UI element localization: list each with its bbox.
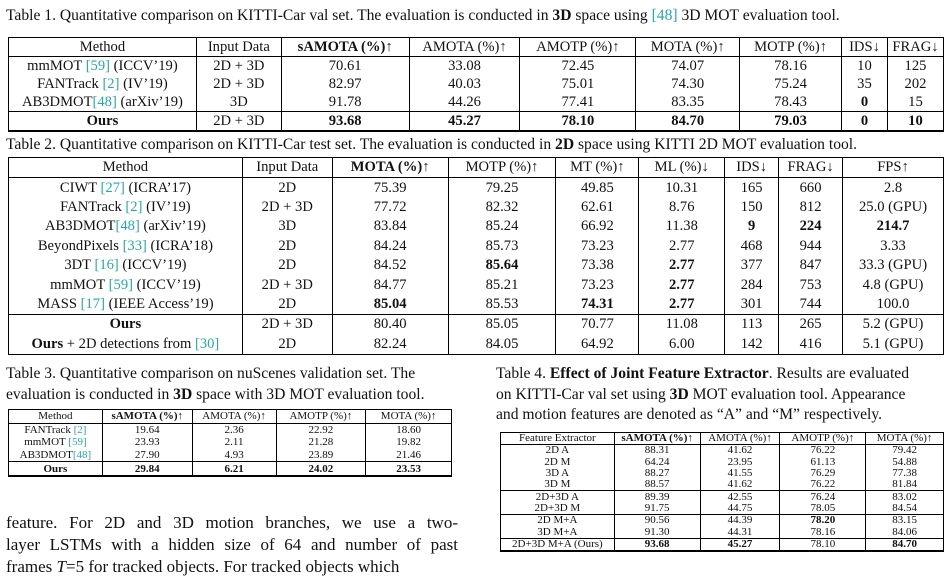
feature-cell: 2D+3D M — [501, 503, 615, 515]
table1-header-row — [9, 38, 944, 57]
table-row — [9, 275, 944, 294]
table2-header: IDS↓ — [725, 158, 779, 178]
feature-cell: 3D M+A — [501, 526, 615, 538]
table2-header: MOTA (%)↑ — [332, 158, 448, 178]
table-cell: 80.40 — [332, 315, 448, 335]
table-cell: 23.95 — [700, 457, 780, 468]
table-cell: 18.60 — [366, 423, 452, 436]
method-cell: FANTrack [2] (IV’19) — [9, 198, 243, 217]
table-cell: 142 — [725, 335, 779, 355]
table-cell: 2D — [242, 335, 332, 355]
citation-link[interactable]: [48] — [115, 218, 140, 235]
method-cell: mmMOT [59] (ICCV’19) — [9, 275, 243, 294]
table-row — [501, 479, 944, 491]
feature-cell: 2D M+A — [501, 515, 615, 527]
table-row-ours — [9, 315, 944, 335]
table-cell: 19.64 — [102, 423, 192, 436]
table-cell: 2D + 3D — [196, 112, 281, 132]
table3-header: sAMOTA (%)↑ — [102, 410, 192, 424]
table-cell: 19.82 — [366, 436, 452, 449]
table1-header: IDS↓ — [842, 38, 888, 57]
table-cell: 2.77 — [639, 256, 725, 275]
table-cell: 84.24 — [332, 237, 448, 256]
table-cell: 214.7 — [843, 217, 944, 236]
citation-link[interactable]: [30] — [194, 335, 220, 352]
table-cell: 88.31 — [614, 445, 700, 457]
table-cell: 33.3 (GPU) — [843, 256, 944, 275]
table-cell: 85.53 — [448, 295, 556, 315]
table-cell: 72.45 — [520, 57, 636, 76]
table-cell: 44.39 — [700, 515, 780, 527]
citation-link[interactable]: [59] — [85, 58, 111, 74]
table-cell: 79.25 — [448, 178, 556, 198]
method-cell: CIWT [27] (ICRA’17) — [9, 178, 243, 198]
table-cell: 44.26 — [409, 93, 520, 112]
table-cell: 77.38 — [866, 468, 944, 479]
table-cell: 76.22 — [780, 479, 866, 491]
table-cell: 3D — [242, 217, 332, 236]
table-cell: 79.03 — [740, 112, 842, 132]
citation-link[interactable]: [2] — [73, 423, 87, 436]
table-cell: 84.05 — [448, 335, 556, 355]
method-cell: FANTrack [2] (IV’19) — [9, 75, 197, 93]
table-cell: 78.05 — [780, 503, 866, 515]
citation-link[interactable]: [48] — [72, 449, 92, 462]
table-cell: 33.08 — [409, 57, 520, 76]
table-cell: 79.42 — [866, 445, 944, 457]
table-row — [9, 217, 944, 236]
method-cell: AB3DMOT[48] (arXiv’19) — [9, 217, 243, 236]
table1-caption: Table 1. Quantitative comparison on KITTI-Car val set. The evaluation is conducted in 3D space using [48] 3D MOT evaluation tool. — [6, 7, 840, 24]
table-cell: 93.68 — [281, 112, 409, 132]
table-cell: 2.77 — [639, 237, 725, 256]
method-cell: BeyondPixels [33] (ICRA’18) — [9, 237, 243, 256]
table-row — [9, 57, 944, 76]
table-cell: 84.70 — [866, 538, 944, 551]
table-cell: 91.75 — [614, 503, 700, 515]
feature-cell: 2D+3D M+A (Ours) — [501, 538, 615, 551]
table-cell: 2D + 3D — [242, 315, 332, 335]
table-cell: 165 — [725, 178, 779, 198]
table-cell: 2D + 3D — [196, 75, 281, 93]
table-cell: 84.52 — [332, 256, 448, 275]
table-cell: 44.31 — [700, 526, 780, 538]
table4-header: Feature Extractor — [501, 433, 615, 445]
table-cell: 49.85 — [556, 178, 639, 198]
table-cell: 78.16 — [740, 57, 842, 76]
table-cell: 10.31 — [639, 178, 725, 198]
table-cell: 660 — [779, 178, 843, 198]
table-cell: 61.13 — [780, 457, 866, 468]
citation-link[interactable]: [59] — [108, 276, 133, 293]
citation-link[interactable]: [2] — [102, 76, 120, 92]
table-cell: 11.38 — [639, 217, 725, 236]
table-row — [9, 93, 944, 112]
table-cell: 83.15 — [866, 515, 944, 527]
table-cell: 74.30 — [636, 75, 740, 93]
table-cell: 265 — [779, 315, 843, 335]
table4-header: AMOTA (%)↑ — [700, 433, 780, 445]
table-cell: 78.10 — [780, 538, 866, 551]
table2-header: MOTP (%)↑ — [448, 158, 556, 178]
citation-link[interactable]: [59] — [68, 436, 87, 449]
table-cell: 73.23 — [556, 275, 639, 294]
table3-header: AMOTA (%)↑ — [192, 410, 276, 424]
table1-header: FRAG↓ — [887, 38, 943, 57]
table-cell: 73.23 — [556, 237, 639, 256]
table-cell: 77.41 — [520, 93, 636, 112]
table-cell: 847 — [779, 256, 843, 275]
citation-link[interactable]: [48] — [651, 7, 678, 24]
citation-link[interactable]: [17] — [80, 295, 105, 312]
table-cell: 0 — [842, 112, 888, 132]
table-cell: 85.73 — [448, 237, 556, 256]
table-row — [9, 178, 944, 198]
table-cell: 89.39 — [614, 491, 700, 503]
table-cell: 150 — [725, 198, 779, 217]
table-cell: 54.88 — [866, 457, 944, 468]
table-row — [9, 198, 944, 217]
table-cell: 75.01 — [520, 75, 636, 93]
feature-cell: 2D M — [501, 457, 615, 468]
table4-caption: Table 4. Effect of Joint Feature Extractor. Results are evaluated on KITTI-Car val set using 3D MOT evaluation tool. Appearance and motion features are denoted as “A” and “M” respectively. — [496, 365, 910, 423]
table-cell: 416 — [779, 335, 843, 355]
table-row — [9, 423, 452, 436]
table-cell: 2.36 — [192, 423, 276, 436]
table2-caption: Table 2. Quantitative comparison on KITTI-Car test set. The evaluation is conducted in 2D space using KITTI 2D MOT evaluation tool. — [6, 136, 858, 153]
table-cell: 11.08 — [639, 315, 725, 335]
table-cell: 91.78 — [281, 93, 409, 112]
table-cell: 93.68 — [614, 538, 700, 551]
citation-link[interactable]: [27] — [100, 179, 125, 196]
table-cell: 78.16 — [780, 526, 866, 538]
table-row — [9, 75, 944, 93]
table-cell: 2D — [242, 295, 332, 315]
table-cell: 62.61 — [556, 198, 639, 217]
method-cell: MASS [17] (IEEE Access’19) — [9, 295, 243, 315]
table-cell: 73.38 — [556, 256, 639, 275]
table-cell: 64.92 — [556, 335, 639, 355]
table3-header: MOTA (%)↑ — [366, 410, 452, 424]
table-cell: 4.93 — [192, 449, 276, 462]
table-cell: 88.57 — [614, 479, 700, 491]
table-cell: 45.27 — [700, 538, 780, 551]
table-cell: 78.43 — [740, 93, 842, 112]
table-cell: 42.55 — [700, 491, 780, 503]
table-cell: 76.22 — [780, 445, 866, 457]
table-cell: 74.07 — [636, 57, 740, 76]
feature-cell: 2D+3D A — [501, 491, 615, 503]
table-cell: 78.20 — [780, 515, 866, 527]
table-cell: 125 — [887, 57, 943, 76]
citation-link[interactable]: [16] — [94, 257, 119, 274]
table-cell: 744 — [779, 295, 843, 315]
table-cell: 23.53 — [366, 462, 452, 476]
table-cell: 377 — [725, 256, 779, 275]
table-cell: 2.77 — [639, 275, 725, 294]
table3-caption: Table 3. Quantitative comparison on nuScenes validation set. The evaluation is conducted in 3D space with 3D MOT evaluation tool. — [6, 365, 425, 403]
table-cell: 41.62 — [700, 445, 780, 457]
table-cell: 75.39 — [332, 178, 448, 198]
table-cell: 64.24 — [614, 457, 700, 468]
table-cell: 23.93 — [102, 436, 192, 449]
table-row-ours — [9, 112, 944, 132]
table1-header: Method — [9, 38, 197, 57]
table-cell: 23.89 — [276, 449, 366, 462]
table-row-ours — [501, 538, 944, 551]
table2 — [8, 157, 944, 355]
table-cell: 113 — [725, 315, 779, 335]
table-cell: 202 — [887, 75, 943, 93]
table-cell: 24.02 — [276, 462, 366, 476]
table3-header: AMOTP (%)↑ — [276, 410, 366, 424]
table-row — [501, 515, 944, 527]
table-cell: 91.30 — [614, 526, 700, 538]
table-cell: 85.21 — [448, 275, 556, 294]
method-cell: AB3DMOT[48] (arXiv’19) — [9, 93, 197, 112]
table-cell: 75.24 — [740, 75, 842, 93]
feature-cell: 2D A — [501, 445, 615, 457]
table-cell: 85.24 — [448, 217, 556, 236]
table-cell: 84.54 — [866, 503, 944, 515]
table3-header-row — [9, 410, 452, 424]
table2-header: Method — [9, 158, 243, 178]
table-cell: 83.84 — [332, 217, 448, 236]
table-cell: 3D — [196, 93, 281, 112]
table-cell: 82.97 — [281, 75, 409, 93]
table-cell: 5.1 (GPU) — [843, 335, 944, 355]
table-cell: 82.32 — [448, 198, 556, 217]
table4-header-row — [501, 433, 944, 445]
table-cell: 2D — [242, 237, 332, 256]
table-cell: 0 — [842, 93, 888, 112]
table-cell: 29.84 — [102, 462, 192, 476]
table-cell: 6.00 — [639, 335, 725, 355]
table3-header: Method — [9, 410, 103, 424]
table-cell: 2D — [242, 178, 332, 198]
table-cell: 2D — [242, 256, 332, 275]
table-cell: 22.92 — [276, 423, 366, 436]
table-cell: 44.75 — [700, 503, 780, 515]
method-cell: Ours + 2D detections from [30] — [9, 335, 243, 355]
feature-cell: 3D M — [501, 479, 615, 491]
table-cell: 83.35 — [636, 93, 740, 112]
table-cell: 15 — [887, 93, 943, 112]
table2-header: Input Data — [242, 158, 332, 178]
table-row-ours-2d — [9, 335, 944, 355]
table-cell: 224 — [779, 217, 843, 236]
method-cell: mmMOT [59] (ICCV’19) — [9, 57, 197, 76]
table3 — [8, 409, 452, 477]
table-cell: 10 — [842, 57, 888, 76]
table-cell: 90.56 — [614, 515, 700, 527]
table-cell: 25.0 (GPU) — [843, 198, 944, 217]
table-cell: 301 — [725, 295, 779, 315]
table-row — [9, 256, 944, 275]
table-cell: 84.06 — [866, 526, 944, 538]
table-cell: 8.76 — [639, 198, 725, 217]
table-cell: 10 — [887, 112, 943, 132]
table-cell: 2D + 3D — [196, 57, 281, 76]
table-cell: 2.8 — [843, 178, 944, 198]
table-cell: 2D + 3D — [242, 198, 332, 217]
table2-header: FRAG↓ — [779, 158, 843, 178]
table4-header: AMOTP (%)↑ — [780, 433, 866, 445]
method-cell: Ours — [9, 315, 243, 335]
table-row — [501, 503, 944, 515]
table-cell: 4.8 (GPU) — [843, 275, 944, 294]
table-cell: 2.77 — [639, 295, 725, 315]
citation-link[interactable]: [48] — [92, 94, 117, 110]
feature-cell: 3D A — [501, 468, 615, 479]
table-cell: 66.92 — [556, 217, 639, 236]
citation-link[interactable]: [33] — [122, 237, 147, 254]
table-cell: 6.21 — [192, 462, 276, 476]
table-cell: 76.29 — [780, 468, 866, 479]
table-cell: 812 — [779, 198, 843, 217]
table-row — [9, 237, 944, 256]
table-cell: 21.28 — [276, 436, 366, 449]
table-cell: 84.77 — [332, 275, 448, 294]
table4 — [500, 432, 944, 552]
table1-header: sAMOTA (%)↑ — [281, 38, 409, 57]
table-row — [9, 295, 944, 315]
method-cell: 3DT [16] (ICCV’19) — [9, 256, 243, 275]
table-cell: 944 — [779, 237, 843, 256]
table-cell: 84.70 — [636, 112, 740, 132]
table-cell: 5.2 (GPU) — [843, 315, 944, 335]
table-cell: 2D + 3D — [242, 275, 332, 294]
table-cell: 70.61 — [281, 57, 409, 76]
table1-header: Input Data — [196, 38, 281, 57]
table-cell: 76.24 — [780, 491, 866, 503]
table2-header-row — [9, 158, 944, 178]
table-cell: 85.04 — [332, 295, 448, 315]
citation-link[interactable]: [2] — [125, 198, 143, 215]
table-cell: 753 — [779, 275, 843, 294]
table-cell: 27.90 — [102, 449, 192, 462]
table-cell: 284 — [725, 275, 779, 294]
table-row — [501, 491, 944, 503]
table-cell: 40.03 — [409, 75, 520, 93]
table1-header: MOTA (%)↑ — [636, 38, 740, 57]
table-cell: 85.05 — [448, 315, 556, 335]
table-cell: 88.27 — [614, 468, 700, 479]
table-cell: 41.55 — [700, 468, 780, 479]
table-row — [9, 449, 452, 462]
table-cell: 468 — [725, 237, 779, 256]
body-paragraph: feature. For 2D and 3D motion branches, we use a two- layer LSTMs with a hidden size of 64 and number of past frames T=5 for tracked objects. For tracked objects which — [6, 513, 458, 576]
table-cell: 77.72 — [332, 198, 448, 217]
table-row — [501, 445, 944, 457]
method-cell: AB3DMOT[48] — [9, 449, 103, 462]
table4-header: sAMOTA (%)↑ — [614, 433, 700, 445]
table1 — [8, 37, 944, 132]
table1-header: MOTP (%)↑ — [740, 38, 842, 57]
table-cell: 81.84 — [866, 479, 944, 491]
table2-header: ML (%)↓ — [639, 158, 725, 178]
table-row — [9, 436, 452, 449]
method-cell: mmMOT [59] — [9, 436, 103, 449]
table-cell: 74.31 — [556, 295, 639, 315]
table-row — [501, 526, 944, 538]
table2-header: FPS↑ — [843, 158, 944, 178]
method-cell: Ours — [9, 112, 197, 132]
table4-header: MOTA (%)↑ — [866, 433, 944, 445]
table1-header: AMOTA (%)↑ — [409, 38, 520, 57]
table-cell: 21.46 — [366, 449, 452, 462]
table1-header: AMOTP (%)↑ — [520, 38, 636, 57]
method-cell: FANTrack [2] — [9, 423, 103, 436]
table-cell: 41.62 — [700, 479, 780, 491]
table-cell: 100.0 — [843, 295, 944, 315]
table-cell: 35 — [842, 75, 888, 93]
table-row-ours — [9, 462, 452, 476]
table-cell: 82.24 — [332, 335, 448, 355]
table-cell: 78.10 — [520, 112, 636, 132]
table-cell: 9 — [725, 217, 779, 236]
method-cell: Ours — [9, 462, 103, 476]
table-cell: 45.27 — [409, 112, 520, 132]
table2-header: MT (%)↑ — [556, 158, 639, 178]
table-cell: 83.02 — [866, 491, 944, 503]
table-cell: 3.33 — [843, 237, 944, 256]
table-cell: 70.77 — [556, 315, 639, 335]
table-cell: 2.11 — [192, 436, 276, 449]
table-cell: 85.64 — [448, 256, 556, 275]
